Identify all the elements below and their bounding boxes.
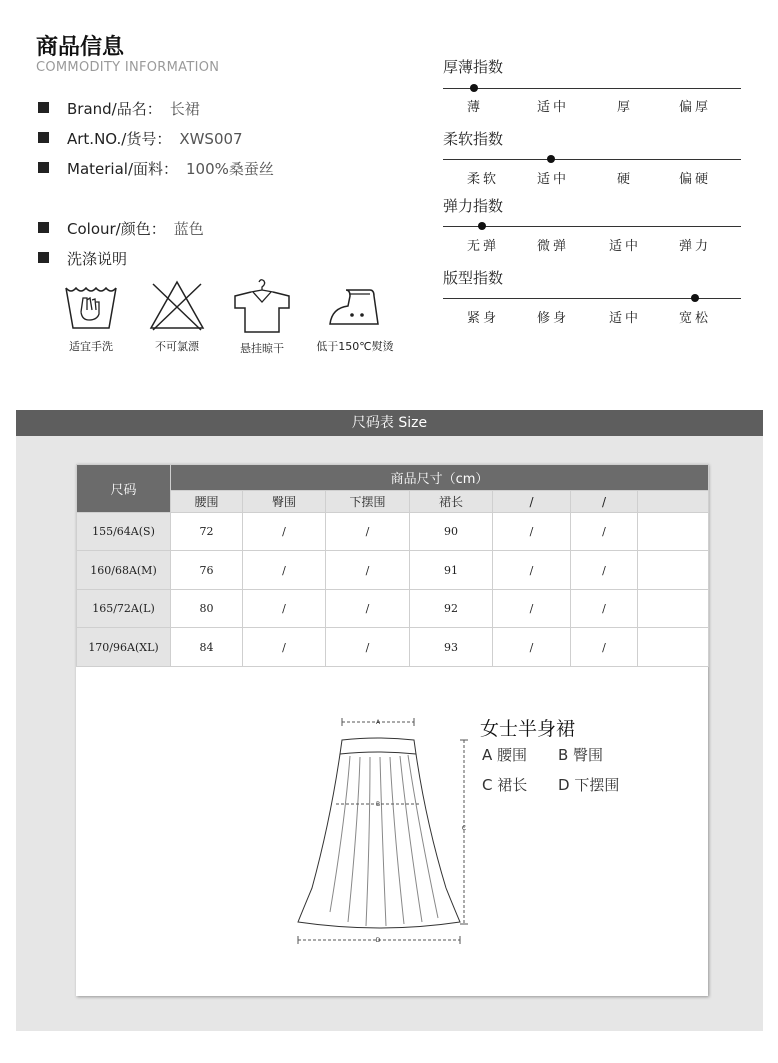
wash-label-iron: 低于150℃熨烫 [316,340,394,353]
legend-hem: D 下摆围 [558,776,620,794]
art-row [38,128,243,149]
table-row [77,590,709,628]
column-header: 腰围 [171,491,243,513]
bullet-square-icon [38,132,49,143]
value-cell: / [326,628,410,667]
bullet-square-icon [38,222,49,233]
column-header: 下摆围 [326,491,410,513]
column-header [638,491,709,513]
column-header: / [493,491,571,513]
wash-item-iron [305,284,405,354]
column-header: 裙长 [410,491,493,513]
elasticity-index-title: 弹力指数 [443,197,504,215]
skirt-diagram [290,712,480,952]
value-cell: / [326,590,410,628]
index-label: 适中 [536,172,569,187]
size-cell: 170/96A(XL) [77,628,171,667]
bullet-square-icon [38,102,49,113]
value-cell: / [493,513,571,551]
elasticity-index-line [443,226,741,227]
index-label: 适中 [608,311,641,326]
value-cell: / [571,628,638,667]
fit-index-title: 版型指数 [443,269,504,287]
value-cell: / [493,590,571,628]
index-label: 宽松 [678,311,711,326]
value-cell: / [571,590,638,628]
art-label: Art.NO./货号： [67,130,172,148]
legend-waist: A 腰围 [482,746,528,764]
wash-item-no-bleach [137,278,217,354]
value-cell: / [571,551,638,590]
colour-value: 蓝色 [173,220,204,238]
index-label: 硬 [616,172,633,187]
index-label: 修身 [536,311,569,326]
thickness-index-line [443,88,741,89]
legend-length: C 裙长 [482,776,528,794]
marker-c: C [461,825,467,832]
index-label: 无弹 [466,239,499,254]
value-cell: / [493,551,571,590]
size-chart-title-bar: 尺码表 Size [16,410,763,436]
column-header: 臀围 [243,491,326,513]
material-value: 100%桑蚕丝 [186,160,274,178]
value-cell: 80 [171,590,243,628]
index-label: 薄 [466,100,483,115]
value-cell [638,590,709,628]
size-table [76,464,709,667]
softness-index-line [443,159,741,160]
wash-item-hand-wash [51,282,131,354]
value-cell: 92 [410,590,493,628]
softness-index-marker [547,155,555,163]
wash-label-hang-dry: 悬挂晾干 [240,342,284,355]
wash-label-hand-wash: 适宜手洗 [69,340,113,353]
bullet-square-icon [38,252,49,263]
no-bleach-icon [147,278,207,332]
colour-row [38,218,204,239]
wash-item-hang-dry [222,278,302,356]
value-cell: / [571,513,638,551]
measurement-group-header: 商品尺寸（cm） [171,465,709,491]
value-cell [638,551,709,590]
size-column-header: 尺码 [77,465,171,513]
table-row [77,551,709,590]
thickness-index-title: 厚薄指数 [443,58,504,76]
table-row [77,628,709,667]
index-label: 适中 [608,239,641,254]
wash-row [38,248,127,269]
softness-index-title: 柔软指数 [443,130,504,148]
value-cell: 90 [410,513,493,551]
size-cell: 165/72A(L) [77,590,171,628]
wash-label: 洗涤说明 [67,250,128,268]
hang-dry-icon [231,278,293,334]
size-cell: 155/64A(S) [77,513,171,551]
value-cell: / [326,513,410,551]
value-cell: 76 [171,551,243,590]
bullet-square-icon [38,162,49,173]
index-label: 弹力 [678,239,711,254]
table-row [77,513,709,551]
material-row [38,158,274,179]
value-cell: 93 [410,628,493,667]
column-header: / [571,491,638,513]
material-label: Material/面料： [67,160,178,178]
index-label: 紧身 [466,311,499,326]
skirt-diagram-title: 女士半身裙 [480,718,576,740]
index-label: 偏厚 [678,100,711,115]
value-cell: / [243,590,326,628]
elasticity-index-marker [478,222,486,230]
index-label: 微弹 [536,239,569,254]
legend-hip: B 臀围 [558,746,604,764]
brand-value: 长裙 [169,100,200,118]
marker-b: B [375,801,381,808]
fit-index-marker [691,294,699,302]
value-cell: / [243,513,326,551]
art-value: XWS007 [179,130,243,148]
index-label: 厚 [616,100,633,115]
value-cell: / [243,628,326,667]
size-cell: 160/68A(M) [77,551,171,590]
value-cell: 84 [171,628,243,667]
iron-low-icon [324,284,386,332]
value-cell: 91 [410,551,493,590]
page-title: 商品信息 [36,35,125,60]
page-subtitle: COMMODITY INFORMATION [36,60,220,75]
brand-row [38,98,200,119]
thickness-index-marker [470,84,478,92]
colour-label: Colour/颜色： [67,220,166,238]
value-cell: 72 [171,513,243,551]
index-label: 适中 [536,100,569,115]
index-label: 柔软 [466,172,499,187]
index-label: 偏硬 [678,172,711,187]
value-cell [638,628,709,667]
value-cell: / [243,551,326,590]
wash-label-no-bleach: 不可氯漂 [155,340,199,353]
value-cell [638,513,709,551]
value-cell: / [326,551,410,590]
marker-a: A [375,719,381,726]
hand-wash-icon [61,282,121,332]
value-cell: / [493,628,571,667]
marker-d: D [375,937,381,944]
brand-label: Brand/品名： [67,100,162,118]
